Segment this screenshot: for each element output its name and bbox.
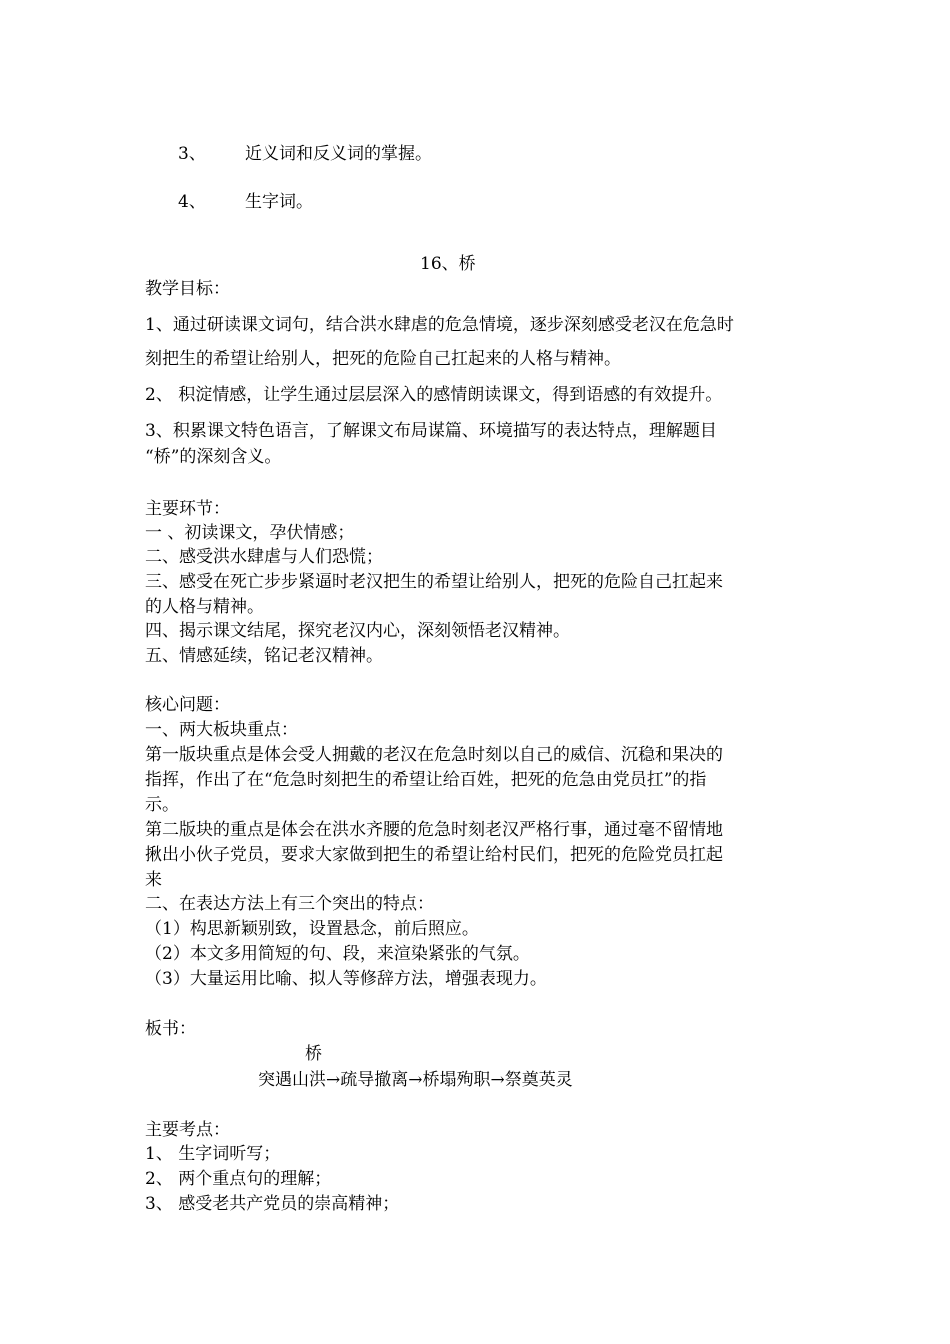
core-line: 指挥，作出了在“危急时刻把生的希望让给百姓，把死的危急由党员扛”的指: [145, 770, 707, 790]
core-line: 揪出小伙子党员，要求大家做到把生的希望让给村民们，把死的危险党员扛起: [145, 845, 723, 865]
list-number: 4、: [178, 192, 206, 212]
board-title: 桥: [305, 1044, 322, 1064]
objective-line: 1、通过研读课文词句，结合洪水肆虐的危急情境，逐步深刻感受老汉在危急时: [145, 315, 734, 335]
exam-line: 1、 生字词听写；: [145, 1144, 281, 1164]
core-line: 一、两大板块重点：: [145, 720, 298, 740]
board-heading: 板书：: [145, 1019, 196, 1039]
step-line: 二、感受洪水肆虐与人们恐慌；: [145, 547, 383, 567]
exam-heading: 主要考点：: [145, 1120, 230, 1140]
list-text: 近义词和反义词的掌握。: [245, 144, 432, 164]
objective-line: 刻把生的希望让给别人，把死的危险自己扛起来的人格与精神。: [145, 349, 621, 369]
step-line: 的人格与精神。: [145, 597, 264, 617]
lesson-title: 16、桥: [420, 254, 476, 274]
core-line: 第二版块的重点是体会在洪水齐腰的危急时刻老汉严格行事，通过毫不留情地: [145, 820, 723, 840]
list-number: 3、: [178, 144, 206, 164]
objectives-heading: 教学目标：: [145, 279, 230, 299]
core-line: 二、在表达方法上有三个突出的特点：: [145, 894, 434, 914]
objective-line: 2、 积淀情感，让学生通过层层深入的感情朗读课文，得到语感的有效提升。: [145, 385, 723, 405]
step-line: 三、感受在死亡步步紧逼时老汉把生的希望让给别人，把死的危险自己扛起来: [145, 572, 723, 592]
objective-line: 3、积累课文特色语言，了解课文布局谋篇、环境描写的表达特点，理解题目: [145, 421, 717, 441]
board-flow: 突遇山洪→疏导撤离→桥塌殉职→祭奠英灵: [258, 1070, 573, 1090]
list-text: 生字词。: [245, 192, 313, 212]
core-line: （2）本文多用简短的句、段，来渲染紧张的气氛。: [145, 944, 530, 964]
exam-line: 3、 感受老共产党员的崇高精神；: [145, 1194, 400, 1214]
core-line: 第一版块重点是体会受人拥戴的老汉在危急时刻以自己的威信、沉稳和果决的: [145, 745, 723, 765]
core-heading: 核心问题：: [145, 695, 230, 715]
steps-heading: 主要环节：: [145, 499, 230, 519]
step-line: 五、情感延续，铭记老汉精神。: [145, 646, 383, 666]
objective-line: “桥”的深刻含义。: [145, 447, 282, 467]
core-line: （1）构思新颖别致，设置悬念，前后照应。: [145, 919, 479, 939]
core-line: （3）大量运用比喻、拟人等修辞方法，增强表现力。: [145, 969, 547, 989]
step-line: 四、揭示课文结尾，探究老汉内心，深刻领悟老汉精神。: [145, 621, 570, 641]
core-line: 来: [145, 870, 162, 890]
step-line: 一 、初读课文，孕伏情感；: [145, 523, 355, 543]
exam-line: 2、 两个重点句的理解；: [145, 1169, 332, 1189]
core-line: 示。: [145, 795, 179, 815]
